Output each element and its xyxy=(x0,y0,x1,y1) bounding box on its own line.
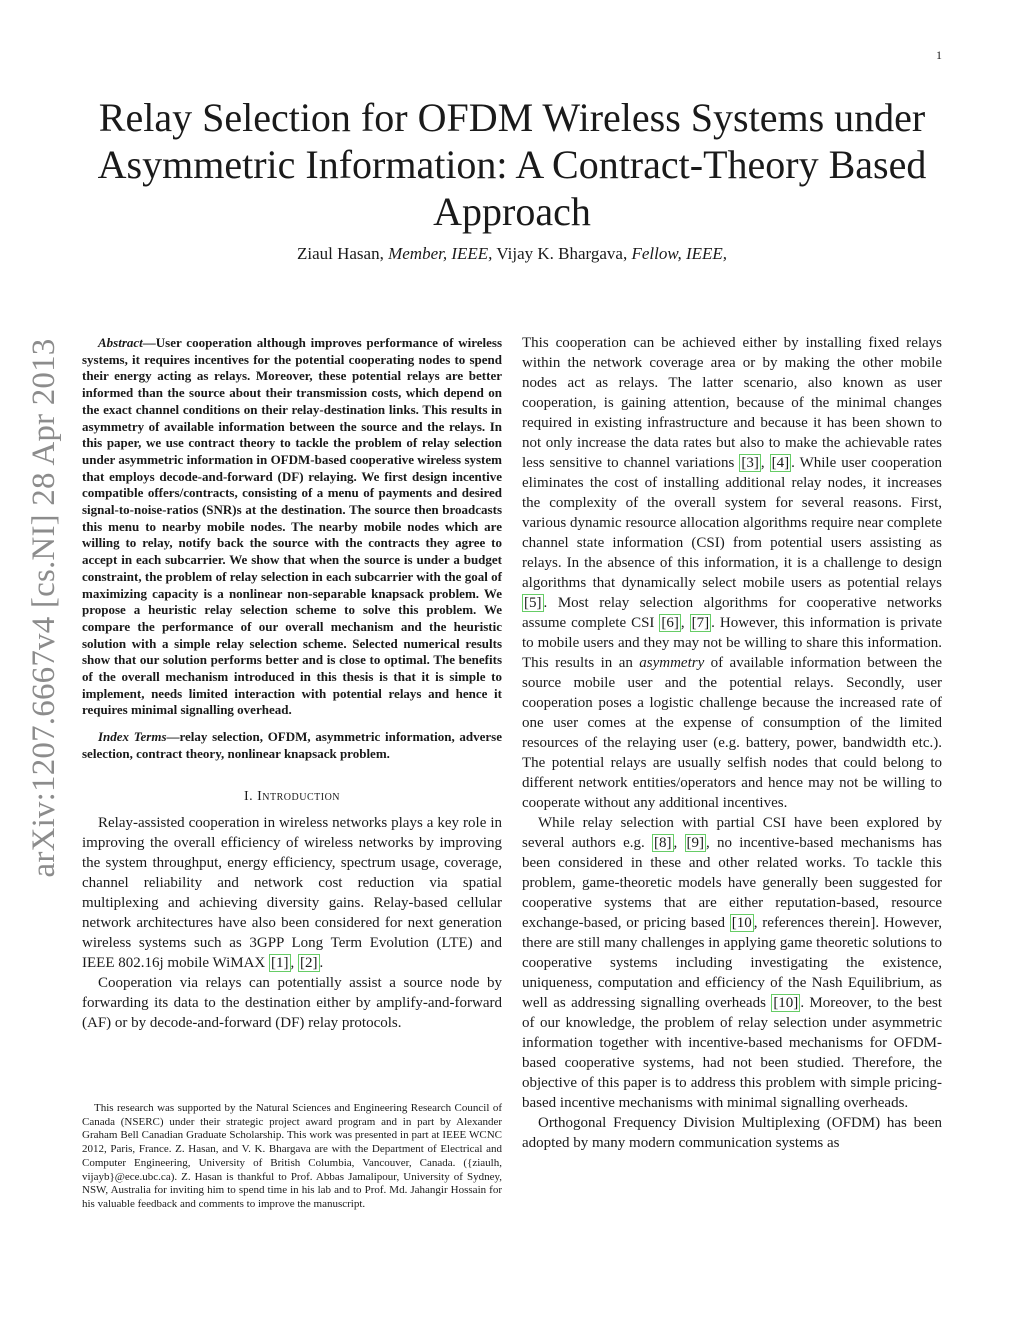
abstract xyxy=(82,335,502,719)
right-column xyxy=(522,333,942,1153)
author-line xyxy=(60,244,964,264)
author-name: Ziaul Hasan, xyxy=(296,244,384,263)
index-terms xyxy=(82,729,502,762)
citation-link[interactable]: [10 xyxy=(731,915,752,931)
index-terms-text: —relay selection, OFDM, asymmetric information, adverse selection, contract theory, nonlinear knapsack problem. xyxy=(82,729,502,761)
section-number: I. xyxy=(243,788,254,804)
citation-link[interactable]: [8] xyxy=(654,835,672,851)
paragraph-text: . xyxy=(319,954,324,971)
citation-link[interactable]: [6] xyxy=(661,615,679,631)
page-number: 1 xyxy=(936,48,942,62)
paragraph-text: . While user cooperation eliminates the cost of installing additional relay nodes, it increases the complexity of the overall system for several reasons. First, various dynamic resource allocation algorithms require near complete channel state information (CSI) from potential users assisting as relays. In the absence of this information, it is a challenge to design algorithms that dynamically select mobile users as potential relays xyxy=(522,455,942,591)
abstract-label: Abstract xyxy=(98,335,143,350)
author-role: Fellow, IEEE, xyxy=(631,244,728,263)
title-line: Relay Selection for OFDM Wireless Systems under xyxy=(98,95,926,140)
paragraph-text: , no incentive-based mechanisms has been considered in these and other related works. To tackle this problem, game-theoretic models have generally been suggested for cooperative systems that are either reputation-based, resource exchange-based, or pricing based xyxy=(522,835,942,931)
body-paragraph: Orthogonal Frequency Division Multiplexing (OFDM) has been adopted by many modern communication systems as xyxy=(522,1115,942,1151)
title-line: Approach xyxy=(433,189,591,234)
citation-link[interactable]: [5] xyxy=(524,595,542,611)
author-role: Member, IEEE, xyxy=(388,244,493,263)
paragraph-text: of available information between the source mobile user and the potential relays. Secondly, user cooperation poses a logistic challenge because the increased rate of one user comes at the expense of consumption of the limited resources of the relaying user (e.g. battery, power, bandwidth etc.). The potential relays are usually selfish nodes that could belong to different network entities/operators and hence may not be willing to cooperate without any additional incentives. xyxy=(522,655,942,811)
citation-link[interactable]: [2] xyxy=(300,954,318,971)
paragraph-text: Relay-assisted cooperation in wireless networks plays a key role in improving the overall efficiency of wireless networks by improving the system throughput, energy efficiency, spectrum usage, coverage, channel reliability and network cost reduction via spatial multiplexing and achieving diversity gains. Relay-based cellular network architectures have also been considered for next generation wireless systems such as 3GPP Long Term Evolution (LTE) and IEEE 802.16j mobile WiMAX xyxy=(82,814,502,971)
paragraph-text: . Most relay selection algorithms for cooperative networks assume complete CSI xyxy=(522,595,942,631)
intro-paragraph: Cooperation via relays can potentially assist a source node by forwarding its data to the destination either by amplify-and-forward (AF) or by decode-and-forward (DF) relay protocols. xyxy=(82,974,502,1031)
section-title: Introduction xyxy=(257,788,341,804)
title-line: Asymmetric Information: A Contract-Theory Based xyxy=(97,142,927,187)
paper-title xyxy=(60,94,964,235)
body-paragraph xyxy=(522,813,942,1113)
author-name: Vijay K. Bhargava, xyxy=(496,244,628,263)
citation-link[interactable]: [9] xyxy=(686,835,705,851)
citation-link[interactable]: [4] xyxy=(771,455,790,471)
paragraph-text: This cooperation can be achieved either by installing fixed relays within the network coverage area or by making the other mobile nodes act as relays. The latter scenario, also known as user cooperation, is gaining attention, because of the minimal changes required in existing infrastructure and because it has been shown to not only increase the data rates but also to make the achievable rates less sensitive to channel variations xyxy=(522,335,942,471)
paragraph-text: . However, this information is private to mobile users and they may not be willing to share this information. This results in an xyxy=(522,615,943,671)
citation-link[interactable]: [10] xyxy=(773,995,799,1011)
body-paragraph xyxy=(522,333,942,813)
arxiv-identifier-stamp: arXiv:1207.6667v4 [cs.NI] 28 Apr 2013 xyxy=(26,338,62,878)
intro-paragraph xyxy=(82,813,502,973)
index-terms-label: Index Terms xyxy=(98,729,167,745)
separator: , xyxy=(760,455,770,471)
citation-link[interactable]: [7] xyxy=(691,615,710,631)
emphasis: asymmetry xyxy=(639,655,705,671)
paragraph-text: . Moreover, to the best of our knowledge, the problem of relay selection under asymmetric information together with incentive-based mechanisms for OFDM-based cooperative systems, had not been studied. Therefore, the objective of this paper is to address this problem with simple pricing-based incentive mechanisms with minimal signalling overheads. xyxy=(522,995,942,1111)
separator: , xyxy=(290,954,299,971)
citation-link[interactable]: [1] xyxy=(271,954,289,971)
left-column xyxy=(82,335,502,1033)
footnote: This research was supported by the Natural Sciences and Engineering Research Council of Canada (NSERC) under their strategic project award program and in part by Alexander Graham Bell Canadian Graduate Scholarship. This work was presented in part at IEEE WCNC 2012, Paris, France. Z. Hasan, and V. K. Bhargava are with the Department of Electrical and Computer Engineering, University of British Columbia, Vancouver, Canada. ({ziaulh, vijayb}@ece.ubc.ca). Z. Hasan is thankful to Prof. Abbas Jamalipour, University of Sydney, NSW, Australia for inviting him to spend time in his lab and to Prof. Md. Jahangir Hossain for his valuable feedback and comments to improve the manuscript. xyxy=(82,1102,502,1210)
separator: , xyxy=(673,835,685,851)
paragraph-text: , references therein]. However, there are still many challenges in applying game theoretic solutions to cooperative systems including investigating the existence, uniqueness, computation and efficiency of the Nash Equilibrium, as well as addressing signalling overheads xyxy=(522,915,942,1011)
abstract-text: —User cooperation although improves performance of wireless systems, it requires incentives for the potential cooperating nodes to spend their energy acting as relays. Moreover, these potential relays are better informed than the source about their transmission costs, which depend on the exact channel conditions on their relay-destination links. This results in asymmetry of available information between the source and the relays. In this paper, we use contract theory to tackle the problem of relay selection under asymmetric information in OFDM-based cooperative wireless system that employs decode-and-forward (DF) relaying. We first design incentive compatible offers/contracts, consisting of a menu of payments and desired signal-to-noise-ratios (SNR)s at the destination. The source then broadcasts this menu to nearby mobile nodes. The nearby mobile nodes which are willing to relay, notify back the source with the contracts they agree to accept in each subcarrier. We show that when the source is under a budget constraint, the problem of relay selection in each subcarrier with the goal of maximizing capacity is a nonlinear non-separable knapsack problem. We propose a heuristic relay selection scheme to solve this problem. We compare the performance of our overall mechanism and the heuristic solution with a simple relay selection scheme. Selected numerical results show that our solution performs better and is close to optimal. The benefits of the overall mechanism introduced in this thesis is that it is simple to implement, needs limited interaction with potential relays and hence it requires minimal signalling overhead. xyxy=(82,335,502,718)
citation-link[interactable]: [3] xyxy=(741,455,759,471)
separator: , xyxy=(680,615,690,631)
paragraph-text: While relay selection with partial CSI have been explored by several authors e.g. xyxy=(522,815,942,851)
section-heading xyxy=(82,789,502,805)
